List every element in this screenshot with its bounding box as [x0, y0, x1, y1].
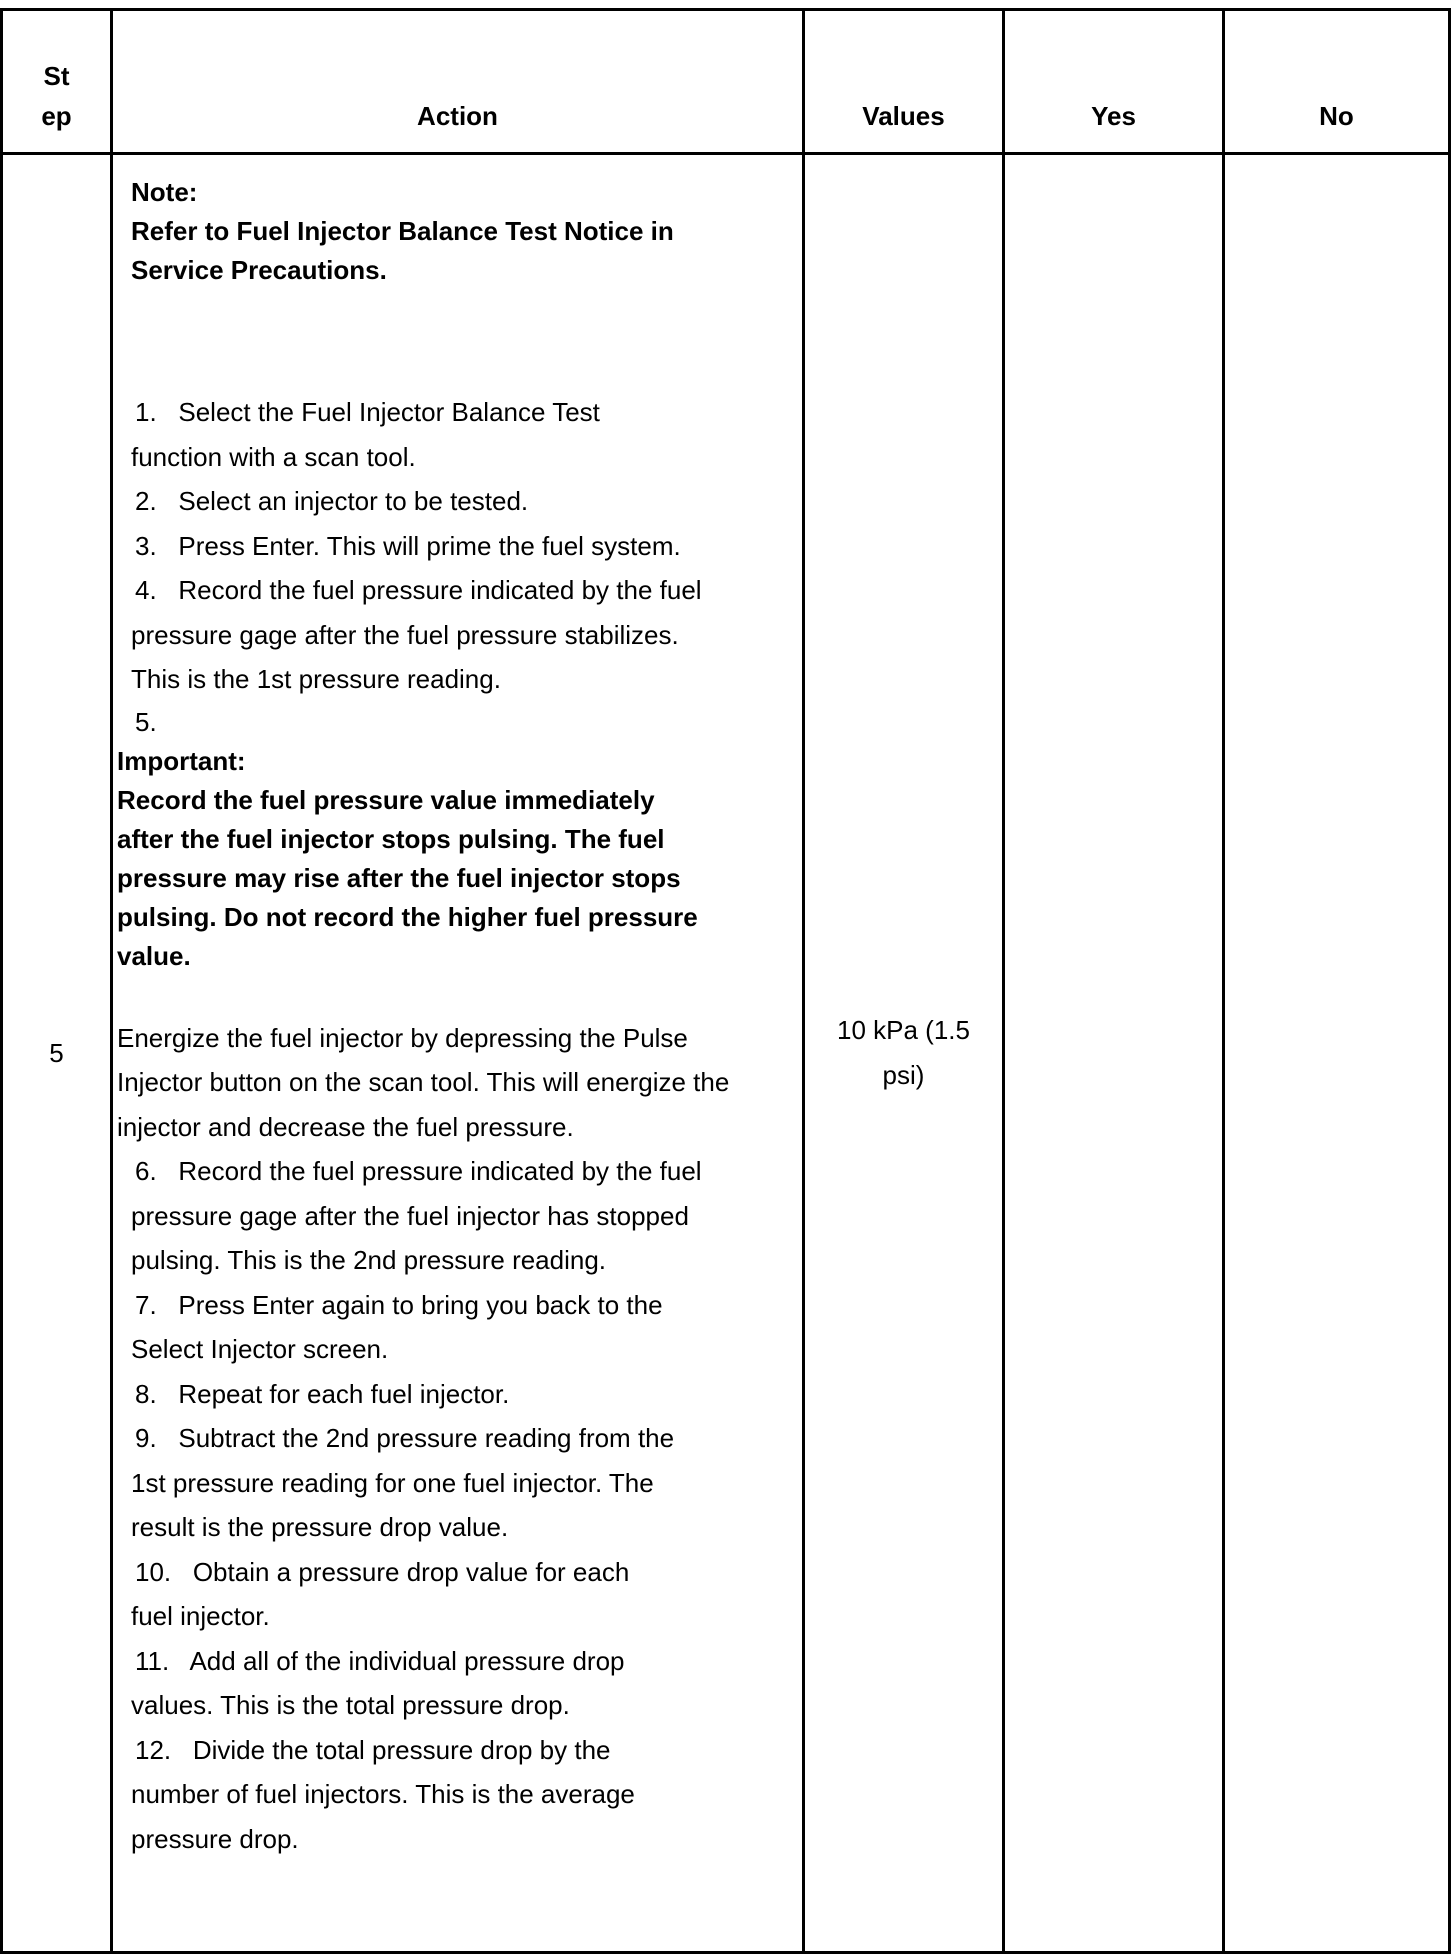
item-text: Press Enter. This will prime the fuel system. — [178, 530, 681, 561]
values-column-header: Values — [804, 10, 1004, 154]
item-number: 3. — [135, 530, 157, 561]
list-item — [117, 1149, 772, 1283]
no-cell — [1224, 154, 1450, 1953]
list-item — [117, 524, 772, 569]
yes-column-header: Yes — [1004, 10, 1224, 154]
table-row — [2, 154, 1450, 1953]
item-text: Divide the total pressure drop by the number of fuel injectors. This is the average pressure drop. — [131, 1734, 635, 1854]
item-text: Select the Fuel Injector Balance Test function with a scan tool. — [131, 397, 600, 472]
list-item — [117, 568, 772, 702]
item-number: 11. — [135, 1645, 170, 1676]
diagnostic-step-table — [0, 8, 1451, 1954]
important-text: Record the fuel pressure value immediately after the fuel injector stops pulsing. The fuel pressure may rise after the fuel injector stops pulsing. Do not record the higher fuel pressure value. — [117, 784, 698, 971]
item-number: 12. — [135, 1734, 172, 1765]
values-cell — [804, 154, 1004, 1953]
item-number: 8. — [135, 1378, 157, 1409]
list-item — [117, 1728, 772, 1862]
yes-cell — [1004, 154, 1224, 1953]
important-label: Important: — [117, 745, 246, 776]
item-text: Obtain a pressure drop value for each fuel injector. — [131, 1556, 630, 1631]
list-item — [117, 390, 772, 479]
list-item — [117, 702, 772, 742]
list-item — [117, 1416, 772, 1550]
list-item — [117, 479, 772, 524]
item-text: Repeat for each fuel injector. — [178, 1378, 510, 1409]
item-text: Add all of the individual pressure drop values. This is the total pressure drop. — [131, 1645, 625, 1720]
item-number: 7. — [135, 1289, 157, 1320]
item-number: 5. — [135, 706, 157, 737]
list-item — [117, 1372, 772, 1417]
item-text: Press Enter again to bring you back to the Select Injector screen. — [131, 1289, 663, 1364]
item-number: 2. — [135, 486, 157, 516]
energize-instruction: Energize the fuel injector by depressing the Pulse Injector button on the scan tool. This will energize the injector and decrease the fuel pressure. — [117, 1022, 730, 1142]
item-text: Record the fuel pressure indicated by the fuel pressure gage after the fuel pressure stabilizes. This is the 1st pressure reading. — [131, 575, 702, 694]
item-text: Record the fuel pressure indicated by the fuel pressure gage after the fuel injector has stopped pulsing. This is the 2nd pressure reading. — [131, 1156, 702, 1275]
procedure-list — [117, 390, 772, 1861]
diagnostic-table-container — [0, 8, 1448, 1954]
important-block — [117, 742, 772, 976]
item-number: 4. — [135, 575, 157, 605]
list-item — [117, 1283, 772, 1372]
note-text: Refer to Fuel Injector Balance Test Notice in Service Precautions. — [131, 216, 674, 285]
item-text: Select an injector to be tested. — [178, 486, 529, 516]
item-text: Subtract the 2nd pressure reading from the 1st pressure reading for one fuel injector. The result is the pressure drop value. — [131, 1423, 675, 1542]
item-number: 9. — [135, 1423, 157, 1453]
table-header-row — [2, 10, 1450, 154]
action-cell — [112, 154, 804, 1953]
note-block — [117, 173, 772, 290]
note-label: Note: — [131, 177, 198, 207]
list-item — [117, 1550, 772, 1639]
no-column-header: No — [1224, 10, 1450, 154]
item-number: 1. — [135, 397, 157, 427]
list-item — [117, 1639, 772, 1728]
item-number: 10. — [135, 1556, 172, 1587]
step-number-cell: 5 — [2, 154, 112, 1953]
action-column-header: Action — [112, 10, 804, 154]
item-number: 6. — [135, 1156, 157, 1186]
specified-value: 10 kPa (1.5 psi) — [837, 1015, 970, 1090]
step-column-header: St ep — [2, 10, 112, 154]
